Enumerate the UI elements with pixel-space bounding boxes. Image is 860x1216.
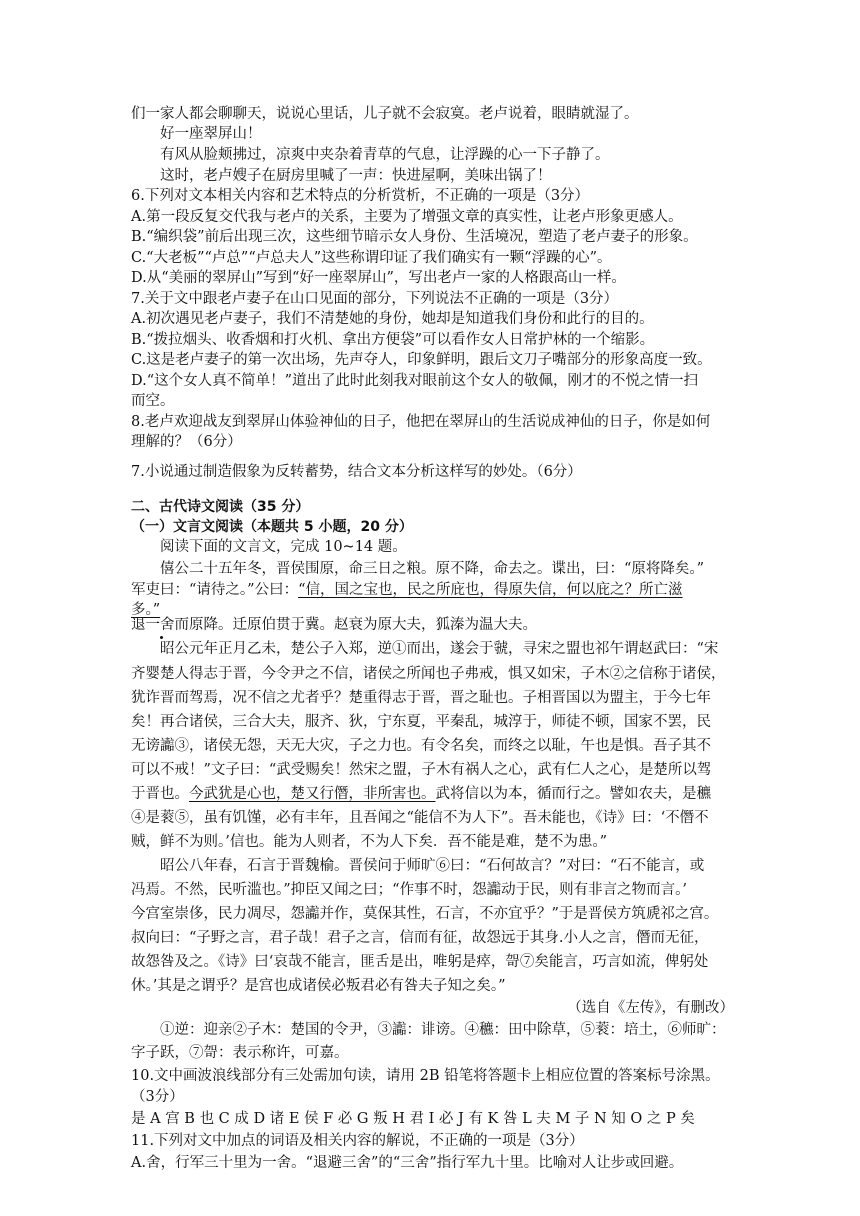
story-line: 有风从脸颊拂过，凉爽中夹杂着青草的气息，让浮躁的心一下子静了。 [160, 147, 610, 163]
passage-source: （选自《左传》，有删改） [567, 1000, 734, 1016]
passage-line: 休。’其是之谓乎？是宫也成诸侯必叛君必有咎夫子知之矣。” [131, 978, 506, 994]
passage-line [131, 580, 683, 600]
question-7b: 7.小说通过制造假象为反转蓄势，结合文本分析这样写的妙处。（6分） [131, 464, 582, 480]
question-7-stem: 7.关于文中跟老卢妻子在山口见面的部分，下列说法不正确的一项是（3分） [131, 291, 619, 307]
question-10-stem: 10.文中画波浪线部分有三处需加句读，请用 2B 铅笔将答题卡上相应位置的答案标号涂黑。 [131, 1068, 720, 1084]
passage-line: 昭公八年春，石言于晋魏榆。晋侯问于师旷⑥曰：“石何故言？”对曰：“石不能言，或 [160, 858, 705, 874]
underlined-sentence: 今武犹是心也，楚又行僭，非所害也。 [189, 786, 436, 802]
passage-line: 今宫室崇侈，民力凋尽，怨讟并作，莫保其性，石言，不亦宜乎？”于是晋侯方筑虒祁之宫。 [131, 906, 719, 922]
passage-line [131, 784, 711, 804]
question-11-stem: 11.下列对文中加点的词语及相关内容的解说，不正确的一项是（3分） [131, 1133, 584, 1149]
underlined-sentence-end: 多。” [131, 602, 161, 618]
section-heading: 二、古代诗文阅读（35 分） [131, 499, 310, 515]
story-line: 好一座翠屏山！ [160, 126, 262, 142]
question-7-option-d-cont: 而空。 [131, 393, 175, 409]
question-6-stem: 6.下列对文本相关内容和艺术特点的分析赏析，不正确的一项是（3分） [131, 188, 590, 204]
passage-line: 矣！再合诸侯，三合大夫，服齐、狄，宁东夏，平秦乱，城淳于，师徒不顿，国家不罢，民 [131, 714, 711, 730]
question-6-option-a: A.第一段反复交代我与老卢的关系，主要为了增强文章的真实性，让老卢形象更感人。 [131, 209, 683, 225]
passage-line: 昭公元年正月乙未，楚公子入郑，逆①而出，遂会于虢，寻宋之盟也祁午谓赵武曰：“宋 [160, 641, 719, 657]
story-line: 这时，老卢嫂子在厨房里喊了一声：快进屋啊，美味出锅了！ [160, 168, 552, 184]
question-11-option-a: A.舍，行军三十里为一舍。“退避三舍”的“三舍”指行军九十里。比喻对人让步或回避。 [131, 1155, 684, 1171]
passage-line: 可以不戒！”文子曰：“武受赐矣！然宋之盟，子木有祸人之心，武有仁人之心，是楚所以驾 [131, 762, 712, 778]
passage-text: 于晋也。 [131, 786, 189, 802]
question-7-option-b: B.“拨拉烟头、收香烟和打火机、拿出方便袋”可以看作女人日常护林的一个缩影。 [131, 332, 655, 348]
passage-line: 冯焉。不然，民听滥也。”抑臣又闻之曰；“作事不时，怨讟动于民，则有非言之物而言。’ [131, 882, 687, 898]
reading-instruction: 阅读下面的文言文，完成 10~14 题。 [160, 539, 407, 555]
footnotes: ①逆：迎亲②子木：楚国的令尹，③讟：诽谤。④穮：田中除草，⑤蓘：培土，⑥师旷： [160, 1022, 726, 1038]
question-8-line: 8.老卢欢迎战友到翠屏山体验神仙的日子，他把在翠屏山的生活说成神仙的日子，你是如何 [131, 414, 711, 430]
question-10-options: 是 A 宫 B 也 C 成 D 诸 E 侯 F 必 G 叛 H 君 I 必 J 有 K 咎 L 夫 M 子 N 知 O 之 P 矣 [131, 1111, 695, 1127]
question-8-line: 理解的？（6分） [131, 434, 242, 450]
question-6-option-d: D.从“美丽的翠屏山”写到“好一座翠屏山”，写出老卢一家的人格跟高山一样。 [131, 270, 626, 286]
passage-line: 叔向曰：“子野之言，君子哉！君子之言，信而有征，故怨远于其身.小人之言，僭而无征， [131, 930, 709, 946]
underlined-sentence: “信，国之宝也，民之所庇也，得原失信，何以庇之？所亡滋 [298, 582, 683, 598]
question-10-score: （3分） [131, 1089, 184, 1105]
passage-text: 军吏曰：“请待之。”公曰： [131, 582, 299, 598]
passage-line: 贼，鲜不为则。’信也。能为人则者，不为人下矣．吾不能是难，楚不为患。” [131, 834, 608, 850]
subsection-heading: （一）文言文阅读（本题共 5 小题，20 分） [131, 519, 413, 535]
story-line: 们一家人都会聊聊天，说说心里话，儿子就不会寂寞。老卢说着，眼睛就湿了。 [131, 106, 639, 122]
passage-line: 退一舍而原降。迁原伯贯于冀。赵衰为原大夫，狐溱为温大夫。 [131, 617, 537, 633]
question-6-option-c: C.“大老板”“卢总”“卢总夫人”这些称谓印证了我们确实有一颗“浮躁的心”。 [131, 250, 612, 266]
question-7-option-c: C.这是老卢妻子的第一次出场，先声夺人，印象鲜明，跟后文刀子嘴部分的形象高度一致。 [131, 352, 712, 368]
passage-line: 故怨咎及之。《诗》曰‘哀哉不能言，匪舌是出，唯躬是瘁，哿⑦矣能言，巧言如流，俾躬处 [131, 954, 709, 970]
footnotes: 字子跃，⑦哿：表示称许，可嘉。 [131, 1045, 349, 1061]
passage-text: 武将信以为本，循而行之。譬如农夫，是穮 [435, 786, 711, 802]
passage-line: 无谤讟③，诸侯无怨，天无大灾，子之力也。有令名矣，而终之以耻，午也是惧。吾子其不 [131, 738, 711, 754]
passage-line: 齐婴楚人得志于晋，今令尹之不信，诸侯之所闻也子弗戒，惧又如宋，子木②之信称于诸侯， [131, 666, 726, 682]
passage-line: ④是蓘⑤，虽有饥馑，必有丰年，且吾闻之“能信不为人下”。吾未能也，《诗》曰：‘不僭不 [131, 810, 709, 826]
passage-line: 犹诈晋而驾焉，况不信之尤者乎？楚重得志于晋，晋之耻也。子相晋国以为盟主，于今七年 [131, 690, 711, 706]
question-7-option-a: A.初次遇见老卢妻子，我们不清楚她的身份，她却是知道我们身份和此行的目的。 [131, 311, 654, 327]
question-7-option-d: D.“这个女人真不简单！”道出了此时此刻我对眼前这个女人的敬佩，刚才的不悦之情一扫 [131, 373, 699, 389]
passage-line: 僖公二十五年冬，晋侯围原，命三日之粮。原不降，命去之。谍出，曰：“原将降矣。” [160, 561, 705, 577]
question-6-option-b: B.“编织袋”前后出现三次，这些细节暗示女人身份、生活境况，塑造了老卢妻子的形象。 [131, 229, 698, 245]
